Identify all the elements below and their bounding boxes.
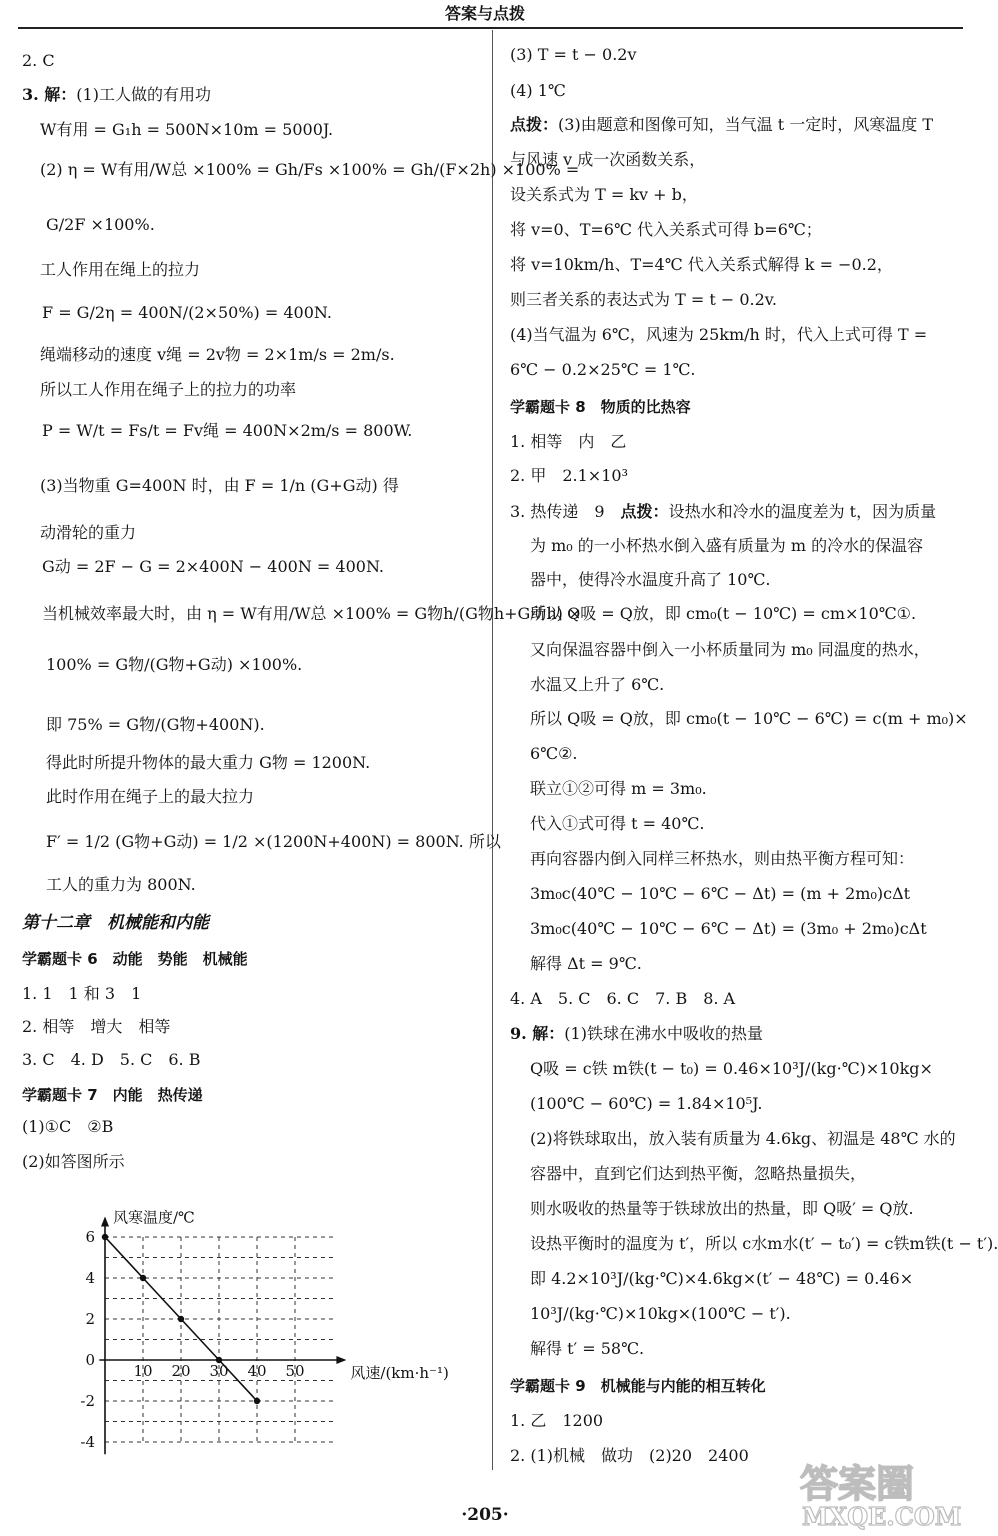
card-8-answer-2: 2. 甲 2.1×10³	[510, 466, 628, 485]
card-6-title: 学霸题卡 6 动能 势能 机械能	[22, 950, 248, 968]
card-8-hint-text: 设热水和冷水的温度差为 t，因为质量	[668, 502, 937, 521]
hint-label-2: 点拨：	[620, 502, 669, 521]
text-worker-weight: 工人的重力为 800N.	[46, 875, 196, 894]
answer-9-heading	[510, 1023, 763, 1045]
column-divider	[492, 30, 493, 1470]
card-8-answer-1: 1. 相等 内 乙	[510, 432, 627, 451]
card-8-line-10: 代入①式可得 t = 40℃.	[530, 814, 705, 833]
formula-max-efficiency: 当机械效率最大时，由 η = W有用/W总 ×100% = G物h/(G物h+G动h) ×	[42, 604, 582, 623]
card-8-line-6: 水温又上升了 6℃.	[530, 675, 665, 694]
formula-pulley-weight: G动 = 2F − G = 2×400N − 400N = 400N.	[42, 557, 385, 576]
y-tick-label: 6	[85, 1228, 95, 1246]
x-axis-arrow	[336, 1356, 346, 1364]
x-tick-label: 30	[209, 1362, 229, 1380]
wind-chill-chart	[60, 1175, 449, 1465]
card-7-title: 学霸题卡 7 内能 热传递	[22, 1086, 203, 1104]
formula-power: P = W/t = Fs/t = Fv绳 = 400N×2m/s = 800W.	[42, 421, 413, 440]
answer-3-part1: (1)工人做的有用功	[76, 85, 211, 104]
card-8-answer-3-value: 3. 热传递 9	[510, 502, 621, 521]
card-8-line-5: 又向保温容器中倒入一小杯质量同为 m₀ 同温度的热水，	[530, 640, 930, 659]
y-tick-label: 2	[85, 1310, 95, 1328]
answer-3-heading	[22, 84, 211, 106]
card-8-line-2: 为 m₀ 的一小杯热水倒入盛有质量为 m 的冷水的保温容	[530, 536, 924, 555]
text-max-force-intro: 此时作用在绳子上的最大拉力	[46, 787, 255, 806]
formula-max-efficiency-cont: 100% = G物/(G物+G动) ×100%.	[46, 655, 303, 674]
hint-text: (3)由题意和图像可知，当气温 t 一定时，风寒温度 T	[558, 115, 934, 134]
answer-9-line-2: Q吸 = c铁 m铁(t − t₀) = 0.46×10³J/(kg·℃)×10kg×	[530, 1059, 933, 1078]
card-9-title: 学霸题卡 9 机械能与内能的相互转化	[510, 1377, 766, 1395]
card-8-title: 学霸题卡 8 物质的比热容	[510, 398, 691, 416]
answer-9-line-4: (2)将铁球取出，放入装有质量为 4.6kg、初温是 48℃ 水的	[530, 1129, 956, 1148]
data-point	[178, 1316, 184, 1322]
solution-label: 3. 解：	[22, 85, 77, 104]
text-rope-speed: 绳端移动的速度 v绳 = 2v物 = 2×1m/s = 2m/s.	[40, 345, 395, 364]
card-9-answer-1: 1. 乙 1200	[510, 1411, 604, 1430]
answer-9-line-6: 则水吸收的热量等于铁球放出的热量，即 Q吸′ = Q放.	[530, 1199, 914, 1218]
text-pulley-weight: 动滑轮的重力	[40, 523, 137, 542]
text-rope-force: 工人作用在绳上的拉力	[40, 260, 201, 279]
formula-75-percent: 即 75% = G物/(G物+400N).	[46, 715, 265, 734]
answer-9-line-7: 设热平衡时的温度为 t′，所以 c水m水(t′ − t₀′) = c铁m铁(t − t′).	[530, 1234, 998, 1253]
card-6-answer-1: 1. 1 1 和 3 1	[22, 984, 142, 1003]
formula-max-force: F′ = 1/2 (G物+G动) = 1/2 ×(1200N+400N) = 800N. 所以	[46, 832, 501, 851]
x-axis-title: 风速/(km·h⁻¹)	[350, 1364, 449, 1382]
y-tick-label: 4	[85, 1269, 95, 1287]
hint-label: 点拨：	[510, 115, 559, 134]
hint-line-5: 将 v=10km/h、T=4℃ 代入关系式解得 k = −0.2，	[510, 255, 893, 274]
card-8-line-11: 再向容器内倒入同样三杯热水，则由热平衡方程可知：	[530, 849, 915, 868]
card-8-answers-4-8: 4. A 5. C 6. C 7. B 8. A	[510, 989, 736, 1008]
page-header: 答案与点拨	[444, 4, 525, 23]
answer-9-line-10: 解得 t′ = 58℃.	[530, 1339, 645, 1358]
header-rule	[18, 27, 963, 29]
text-max-weight: 得此时所提升物体的最大重力 G物 = 1200N.	[46, 753, 371, 772]
solution-label-2: 9. 解：	[510, 1024, 565, 1043]
card-8-line-13: 3m₀c(40℃ − 10℃ − 6℃ − Δt) = (3m₀ + 2m₀)cΔt	[530, 919, 927, 938]
hint-line-6: 则三者关系的表达式为 T = t − 0.2v.	[510, 290, 778, 309]
chart-labels	[80, 1209, 448, 1451]
answer-r-3: (3) T = t − 0.2v	[510, 45, 637, 64]
y-tick-label: -2	[80, 1392, 95, 1410]
x-tick-label: 10	[133, 1362, 153, 1380]
answer-9-line-9: 10³J/(kg·℃)×10kg×(100℃ − t′).	[530, 1304, 791, 1323]
answer-9-part1: (1)铁球在沸水中吸收的热量	[564, 1024, 763, 1043]
card-7-answer-1: (1)①C ②B	[22, 1117, 114, 1136]
card-9-answer-2: 2. (1)机械 做功 (2)20 2400	[510, 1446, 749, 1465]
x-tick-label: 40	[247, 1362, 267, 1380]
chart-grid	[105, 1237, 333, 1442]
watermark-line-2: MXQE.COM	[802, 1502, 962, 1531]
data-point	[140, 1275, 146, 1281]
text-part3: (3)当物重 G=400N 时，由 F = 1/n (G+G动) 得	[40, 476, 399, 495]
hint-line-8: 6℃ − 0.2×25℃ = 1℃.	[510, 360, 696, 379]
formula-force: F = G/2η = 400N/(2×50%) = 400N.	[42, 303, 332, 322]
formula-efficiency: (2) η = W有用/W总 ×100% = Gh/Fs ×100% = Gh/(F×2h) ×100% =	[40, 160, 580, 179]
answer-9-line-5: 容器中，直到它们达到热平衡，忽略热量损失，	[530, 1164, 867, 1183]
hint-line-2: 与风速 v 成一次函数关系，	[510, 150, 706, 169]
page-number: ·205·	[461, 1505, 509, 1525]
x-tick-label: 50	[285, 1362, 305, 1380]
formula-efficiency-result: G/2F ×100%.	[46, 215, 155, 234]
answer-9-line-3: (100℃ − 60℃) = 1.84×10⁵J.	[530, 1094, 763, 1113]
formula-useful-work: W有用 = G₁h = 500N×10m = 5000J.	[40, 120, 334, 139]
y-tick-label: 0	[85, 1351, 95, 1369]
data-point	[254, 1398, 260, 1404]
card-8-line-14: 解得 Δt = 9℃.	[530, 954, 642, 973]
card-6-answer-3-6: 3. C 4. D 5. C 6. B	[22, 1050, 201, 1069]
card-8-line-9: 联立①②可得 m = 3m₀.	[530, 779, 707, 798]
y-axis-title: 风寒温度/℃	[113, 1208, 195, 1227]
x-tick-label: 20	[171, 1362, 191, 1380]
data-point	[102, 1234, 108, 1240]
answer-9-line-8: 即 4.2×10³J/(kg·℃)×4.6kg×(t′ − 48℃) = 0.46×	[530, 1269, 914, 1288]
watermark-line-1: 答案圈	[800, 1461, 915, 1506]
card-8-line-8: 6℃②.	[530, 744, 578, 763]
card-8-line-4: 所以 Q吸 = Q放，即 cm₀(t − 10℃) = cm×10℃①.	[530, 604, 917, 623]
card-6-answer-2: 2. 相等 增大 相等	[22, 1017, 171, 1036]
card-7-answer-2: (2)如答图所示	[22, 1152, 125, 1171]
answer-r-4: (4) 1℃	[510, 81, 566, 100]
hint-line-1	[510, 114, 933, 136]
watermark-logo	[790, 1455, 965, 1530]
y-axis-arrow	[101, 1217, 109, 1227]
card-8-line-12: 3m₀c(40℃ − 10℃ − 6℃ − Δt) = (m + 2m₀)cΔt	[530, 884, 911, 903]
text-power-intro: 所以工人作用在绳子上的拉力的功率	[40, 380, 297, 399]
card-8-line-7: 所以 Q吸 = Q放，即 cm₀(t − 10℃ − 6℃) = c(m + m₀)×	[530, 709, 968, 728]
y-tick-label: -4	[80, 1433, 95, 1451]
hint-line-7: (4)当气温为 6℃，风速为 25km/h 时，代入上式可得 T =	[510, 325, 928, 344]
card-8-answer-3	[510, 501, 936, 523]
chapter-title: 第十二章 机械能和内能	[22, 913, 209, 933]
hint-line-3: 设关系式为 T = kv + b，	[510, 185, 698, 204]
hint-line-4: 将 v=0、T=6℃ 代入关系式可得 b=6℃；	[510, 220, 822, 239]
card-8-line-3: 器中，使得冷水温度升高了 10℃.	[530, 570, 771, 589]
answer-2: 2. C	[22, 51, 55, 70]
chart-axes	[99, 1217, 346, 1455]
